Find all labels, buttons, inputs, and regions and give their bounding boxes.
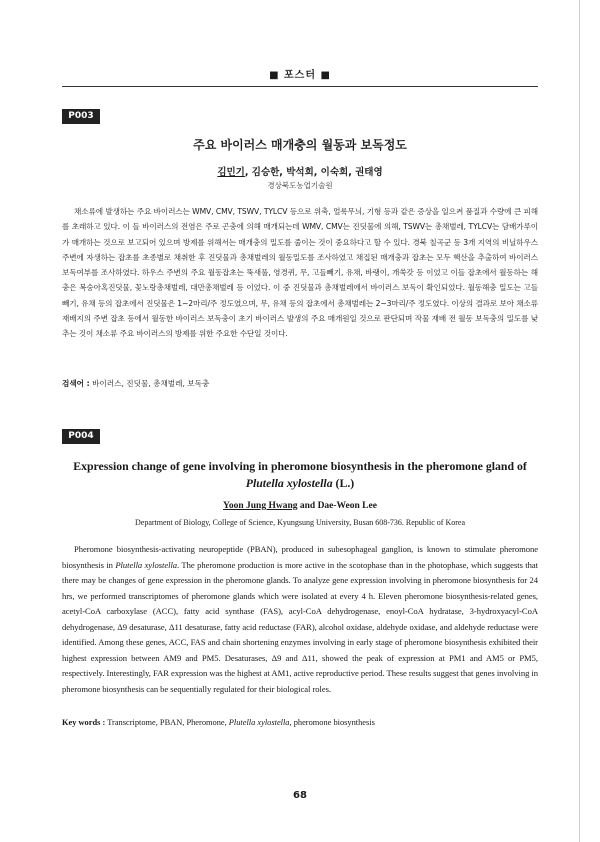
- poster2-abstract-part1: Pheromone biosynthesis-activating neuropeptide (PBAN), produced in subesophageal ganglion, is known to stimulate pheromone biosynthesis in: [62, 544, 538, 570]
- poster1-abstract: 채소류에 발생하는 주요 바이러스는 WMV, CMV, TSWV, TYLCV 등으로 위축, 얼룩무늬, 기형 등과 같은 증상을 일으켜 품질과 수량에 큰 피해를 초래하고 있다. 이 들 바이러스의 전염은 주로 곤충에 의해 매개되는데 WMV, CMV는 진딧물에 의해, TSWV는 총채벌레, TYLCV는 담배가루이가 매개하는 것으로 보고되어 있으며 방제를 위해서는 매개충의 밀도를 줄이는 것이 중요하다고 할 수 있다. 경북 칠곡군 등 3개 지역의 비닐하우스 주변에 자생하는 잡초를 초종별로 채취한 후 진딧물과 총채벌레의 월동밀도를 조사하였고 채집된 매개충과 잡초는 모두 핵산을 추출하여 바이러스 보독여부를 조사하였다. 하우스 주변의 주요 월동잡초는 뚝새풀, 영경퀴, 무, 고들빼기, 유채, 바랭이, 개쑥갓 등 이었고 이들 잡초에서 월동하는 해충은 복숭아혹진딧물, 꽃노랑총채벌레, 대만총채벌레 등 이었다. 이 중 진딧물과 총채벌레에서 바이러스 보독이 확인되었다. 월동해충 밀도는 고들빼기, 유채 등의 잡초에서 진딧물은 1~2마리/주 정도였으며, 무, 유채 등의 잡초에서 총채벌레는 2~3마리/주 정도였다. 이상의 결과로 보아 채소류 재배지의 주변 잡초 등에서 월동한 바이러스 보독충이 초기 바이러스 발생의 주요 매개원일 것으로 판단되며 작물 재배 전 월동 보독충의 밀도를 낮추는 것이 채소류 주요 바이러스의 방제를 위한 주요한 수단일 것이다.: [62, 207, 538, 339]
- poster2-title-line1: Expression change of gene involving in pheromone biosynthesis in the pheromone gland of: [73, 459, 527, 473]
- poster2-title: [62, 458, 538, 492]
- poster-code-badge-p004: P004: [62, 429, 100, 444]
- section-header: ■ 포스터 ■: [269, 70, 331, 81]
- poster2-title-suffix: (L.): [332, 476, 355, 490]
- poster1-authors: [62, 164, 538, 178]
- poster-code-badge-p003: P003: [62, 109, 100, 124]
- poster2-abstract: [62, 542, 538, 697]
- poster1-keywords-label: 검색어 :: [62, 379, 90, 388]
- poster2-presenter: Yoon Jung Hwang: [223, 501, 298, 511]
- poster1-title: 주요 바이러스 매개충의 월동과 보독정도: [193, 138, 407, 152]
- poster2-keywords-label: Key words :: [62, 718, 106, 727]
- poster1-presenter: 김민기: [217, 167, 245, 178]
- poster2-keywords: [62, 718, 538, 727]
- poster2-abstract-species: Plutella xylostella: [115, 559, 178, 570]
- poster1-coauthors: , 김승한, 박석희, 이숙희, 권태영: [244, 167, 383, 178]
- page-edge-line: [579, 0, 580, 842]
- poster1-keywords-list: 바이러스, 진딧물, 총채벌레, 보독충: [89, 379, 210, 388]
- poster2-title-species: Plutella xylostella: [245, 476, 333, 490]
- poster2-affiliation: Department of Biology, College of Science, Kyungsung University, Busan 608-736. Republic of Korea: [134, 518, 465, 527]
- poster2-authors: [62, 501, 538, 511]
- header-divider: [62, 86, 538, 87]
- poster2-abstract-part2: . The pheromone production is more active in the scotophase than in the photophase, which suggests that there may be changes of gene expression in the pheromone glands. To analyze gene expression involving in pheromone biosynthesis for 24 hrs, we performed transcriptomes of pheromone glands which were isolated at every 4 h. Eleven pheromone biosynthesis-related genes, acetyl-CoA carboxylase (ACC), fatty acid synthase (FAS), acyl-CoA dehydrogenase, enoyl-CoA hydratase, 3-hydroxyacyl-CoA dehydrogenase, Δ9 desaturase, Δ11 desaturase, fatty acid reductase (FAR), alcohol oxidase, aldehyde oxidase, and aldehyde reductase were identified. Among these genes, ACC, FAS and chain shortening enzymes involving in early stage of pheromone biosynthesis exhibited their highest expression between AM9 and PM5. Desaturases, Δ9 and Δ11, showed the peak of expression at PM1 and AM5 or PM5, respectively. Interestingly, FAR expression was the highest at AM1, active reproductive period. These results suggest that genes involving in pheromone biosynthesis can be sequentially regulated for their biological roles.: [62, 559, 539, 694]
- poster2-keywords-part2: , pheromone biosynthesis: [289, 718, 375, 727]
- page-number: 68: [293, 790, 307, 801]
- poster1-affiliation: 경상북도농업기술원: [267, 181, 333, 190]
- poster2-coauthors: and Dae-Weon Lee: [297, 501, 377, 511]
- poster2-keywords-species: Plutella xylostella: [228, 718, 290, 727]
- poster1-keywords: [62, 378, 538, 389]
- poster2-keywords-part1: Transcriptome, PBAN, Pheromone,: [105, 718, 229, 727]
